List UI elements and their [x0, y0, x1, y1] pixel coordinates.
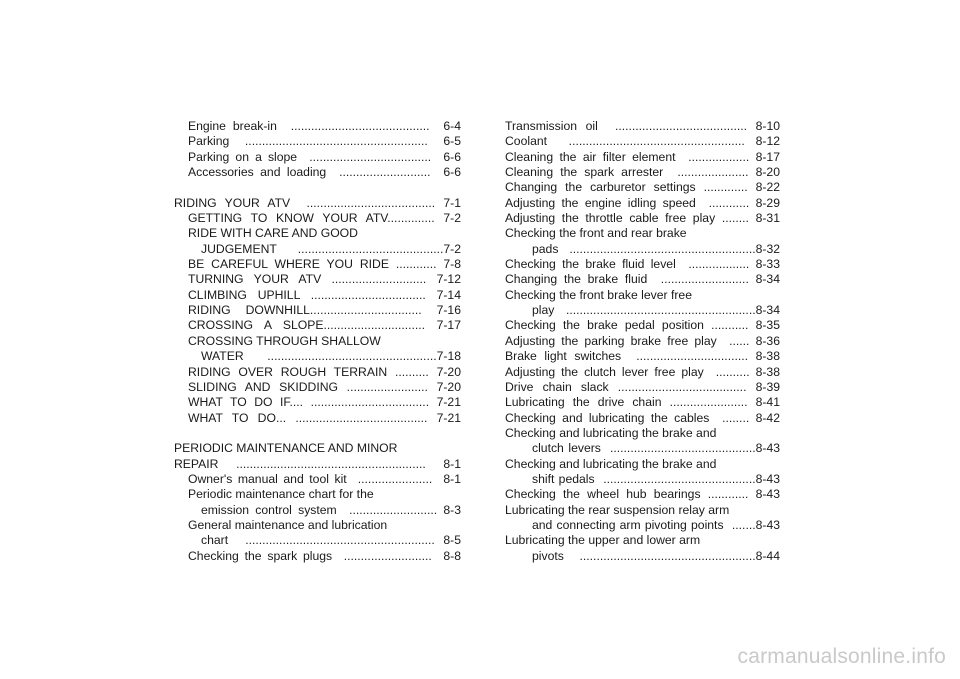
toc-entry: RIDE WITH CARE AND GOOD: [188, 226, 358, 241]
toc-entry: Transmission oil ....................................... 8-10: [505, 119, 780, 133]
toc-entry: Adjusting the parking brake free play ...... 8-36: [505, 333, 780, 348]
toc-entry: Changing the carburetor settings ............. 8-22: [505, 180, 780, 195]
toc-entry: CLIMBING UPHILL .................................. 7-14: [188, 287, 461, 302]
toc-entry: emission control system .......................... 8-3: [201, 502, 461, 517]
toc-entry: Checking the front and rear brake: [505, 226, 687, 241]
toc-entry: Lubricating the upper and lower arm: [505, 533, 701, 548]
toc-entry: BE CAREFUL WHERE YOU RIDE ............ 7-8: [188, 257, 461, 272]
toc-entry: Drive chain slack ...................................... 8-39: [505, 379, 780, 394]
toc-entry: RIDING YOUR ATV ...................................... 7-1: [174, 195, 461, 210]
toc-entry: Periodic maintenance chart for the: [188, 487, 374, 502]
toc-spacer: [174, 180, 461, 195]
toc-entry: RIDING DOWNHILL................................. 7-16: [188, 303, 461, 318]
toc-entry: play ........................................................8-34: [532, 303, 780, 318]
toc-entry: Checking the brake fluid level .................. 8-33: [505, 257, 780, 272]
toc-entry: WHAT TO DO... ....................................... 7-21: [188, 410, 461, 425]
toc-entry: Parking ...................................................... 6-5: [188, 134, 461, 149]
toc-entry: chart ........................................................ 8-5: [201, 533, 461, 548]
toc-entry: WHAT TO DO IF.... ................................... 7-21: [188, 395, 461, 410]
toc-entry: Adjusting the clutch lever free play .......... 8-38: [505, 364, 780, 379]
toc-entry: Accessories and loading ........................... 6-6: [188, 165, 461, 180]
toc-entry: and connecting arm pivoting points .......8-43: [532, 517, 780, 532]
toc-entry: Checking the wheel hub bearings ............ 8-43: [505, 487, 780, 502]
toc-entry: Coolant .................................................... 8-12: [505, 134, 780, 149]
toc-entry: CROSSING THROUGH SHALLOW: [188, 333, 381, 348]
toc-entry: pads .......................................................8-32: [532, 241, 780, 256]
toc-entry: pivots ....................................................8-44: [532, 548, 780, 563]
toc-entry: clutch levers ...........................................8-43: [532, 441, 780, 456]
toc-entry: Brake light switches ................................. 8-38: [505, 349, 780, 364]
toc-entry: Changing the brake fluid .......................... 8-34: [505, 272, 780, 287]
toc-entry: Lubricating the drive chain ....................... 8-41: [505, 395, 780, 410]
toc-entry: Cleaning the air filter element .................. 8-17: [505, 149, 780, 164]
toc-entry: JUDGEMENT ...........................................7-2: [201, 241, 461, 256]
toc-entry: TURNING YOUR ATV ............................ 7-12: [188, 272, 461, 287]
toc-entry: Owner's manual and tool kit ...................... 8-1: [188, 471, 461, 486]
toc-entry: Adjusting the throttle cable free play ........ 8-31: [505, 211, 780, 226]
toc-entry: PERIODIC MAINTENANCE AND MINOR: [174, 441, 398, 456]
toc-entry: Lubricating the rear suspension relay arm: [505, 502, 730, 517]
toc-right-column: [505, 119, 780, 564]
toc-entry: General maintenance and lubrication: [188, 517, 388, 532]
toc-entry: Checking the front brake lever free: [505, 287, 692, 302]
toc-entry: Cleaning the spark arrester ..................... 8-20: [505, 165, 780, 180]
toc-entry: Adjusting the engine idling speed ............ 8-29: [505, 195, 780, 210]
toc-entry: CROSSING A SLOPE.............................. 7-17: [188, 318, 461, 333]
toc-entry: Checking the spark plugs .......................... 8-8: [188, 548, 461, 563]
toc-entry: Parking on a slope .................................... 6-6: [188, 149, 461, 164]
toc-entry: Engine break-in ......................................... 6-4: [188, 119, 461, 133]
watermark: carmanualsonline.info: [737, 645, 946, 668]
toc-left-column: [174, 119, 461, 564]
toc-entry: SLIDING AND SKIDDING ........................ 7-20: [188, 379, 461, 394]
toc-entry: shift pedals .............................................8-43: [532, 471, 780, 486]
toc-spacer: [174, 426, 461, 441]
toc-entry: RIDING OVER ROUGH TERRAIN .......... 7-20: [188, 364, 461, 379]
toc-entry: GETTING TO KNOW YOUR ATV.............. 7-2: [188, 211, 461, 226]
toc-entry: Checking and lubricating the brake and: [505, 456, 717, 471]
toc-entry: Checking and lubricating the brake and: [505, 425, 717, 440]
toc-entry: WATER ..................................................7-18: [201, 349, 461, 364]
toc-entry: REPAIR ........................................................ 8-1: [174, 456, 461, 471]
toc-entry: Checking the brake pedal position ........... 8-35: [505, 318, 780, 333]
toc-entry: Checking and lubricating the cables ........ 8-42: [505, 410, 780, 425]
